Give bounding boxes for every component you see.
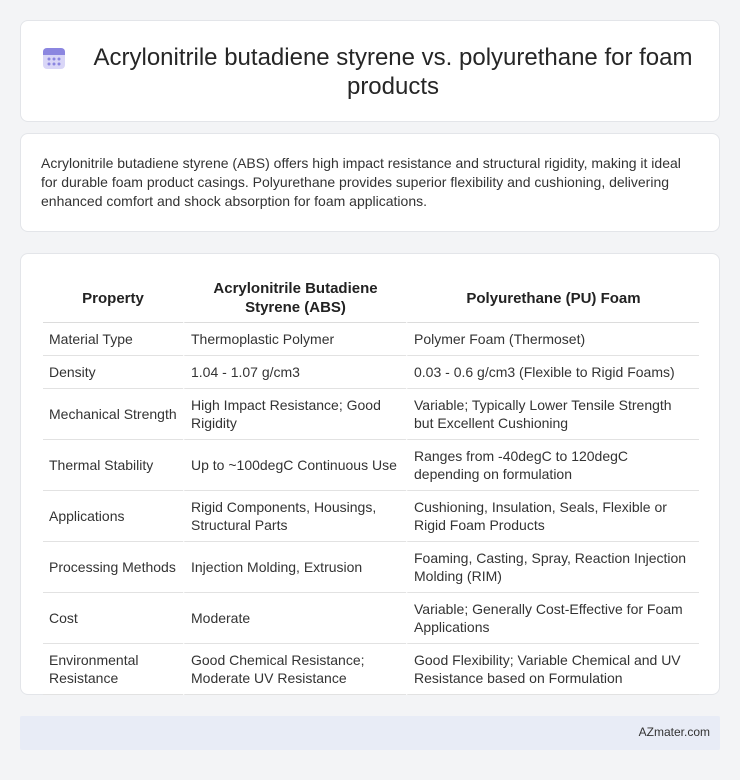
table-row [43,593,699,644]
row-pu-value: Cushioning, Insulation, Seals, Flexible or Rigid Foam Products [406,491,699,542]
row-property: Material Type [43,323,183,356]
table-header-row [43,276,699,323]
table-row [43,491,699,542]
row-abs-value: Moderate [183,593,406,644]
comparison-table [43,276,699,695]
row-pu-value: Variable; Generally Cost-Effective for Foam Applications [406,593,699,644]
row-abs-value: 1.04 - 1.07 g/cm3 [183,356,406,389]
row-pu-value: Variable; Typically Lower Tensile Strength but Excellent Cushioning [406,389,699,440]
table-row [43,440,699,491]
header-property: Property [43,276,183,323]
row-property: Environmental Resistance [43,644,183,695]
row-pu-value: Good Flexibility; Variable Chemical and UV Resistance based on Formulation [406,644,699,695]
row-pu-value: Polymer Foam (Thermoset) [406,323,699,356]
table-row [43,644,699,695]
row-property: Applications [43,491,183,542]
footer-brand: AZmater.com [638,725,710,739]
intro-paragraph: Acrylonitrile butadiene styrene (ABS) offers high impact resistance and structural rigidity, making it ideal for durable foam product casings. Polyurethane provides superior flexibility and cushioning, delivering enhanced comfort and shock absorption for foam applications. [41,155,681,209]
row-property: Processing Methods [43,542,183,593]
row-pu-value: Ranges from -40degC to 120degC depending on formulation [406,440,699,491]
row-property: Density [43,356,183,389]
row-abs-value: Up to ~100degC Continuous Use [183,440,406,491]
row-abs-value: Good Chemical Resistance; Moderate UV Resistance [183,644,406,695]
header-abs: Acrylonitrile Butadiene Styrene (ABS) [183,276,406,323]
table-row [43,356,699,389]
row-pu-value: 0.03 - 0.6 g/cm3 (Flexible to Rigid Foams) [406,356,699,389]
row-abs-value: Thermoplastic Polymer [183,323,406,356]
footer-bar [20,716,720,750]
table-row [43,323,699,356]
row-abs-value: Injection Molding, Extrusion [183,542,406,593]
calendar-icon [41,45,67,71]
row-abs-value: High Impact Resistance; Good Rigidity [183,389,406,440]
row-property: Thermal Stability [43,440,183,491]
table-row [43,542,699,593]
title-card [20,20,720,122]
title-row [21,21,719,101]
row-pu-value: Foaming, Casting, Spray, Reaction Injection Molding (RIM) [406,542,699,593]
row-abs-value: Rigid Components, Housings, Structural Parts [183,491,406,542]
row-property: Mechanical Strength [43,389,183,440]
intro-card [20,133,720,232]
table-row [43,389,699,440]
comparison-card [20,253,720,695]
page-title: Acrylonitrile butadiene styrene vs. polyurethane for foam products [93,44,693,100]
row-property: Cost [43,593,183,644]
header-pu: Polyurethane (PU) Foam [406,276,699,323]
